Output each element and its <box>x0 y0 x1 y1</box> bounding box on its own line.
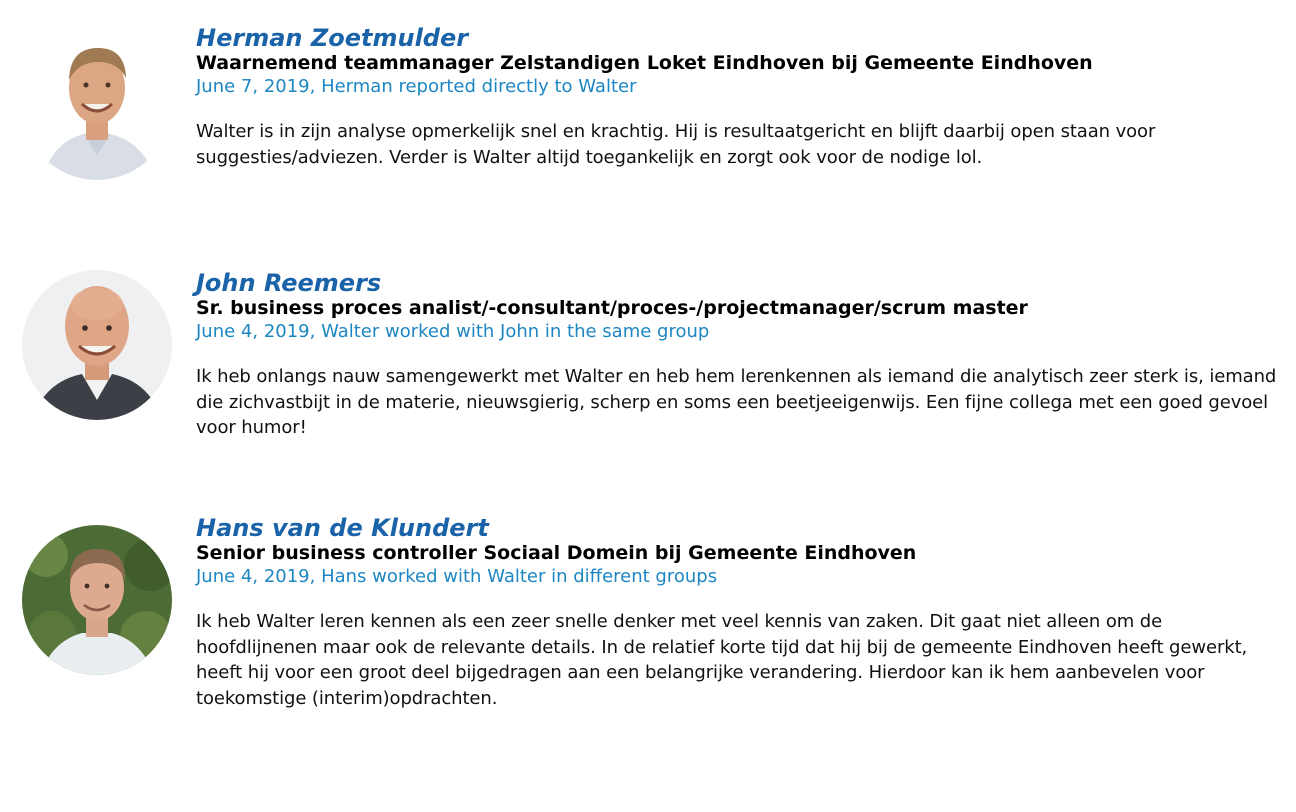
recommender-name[interactable]: John Reemers <box>196 269 382 297</box>
recommendation-date-relation: June 7, 2019, Herman reported directly to Walter <box>196 76 637 97</box>
recommender-title: Sr. business proces analist/-consultant/proces-/projectmanager/scrum master <box>196 297 1028 319</box>
avatar-herman[interactable] <box>22 30 172 180</box>
avatar-hans[interactable] <box>22 525 172 675</box>
recommender-name[interactable]: Hans van de Klundert <box>196 514 489 542</box>
recommender-title: Senior business controller Sociaal Domein bij Gemeente Eindhoven <box>196 542 917 564</box>
recommendation-card <box>0 270 1296 515</box>
recommendation-date-relation: June 4, 2019, Walter worked with John in the same group <box>196 321 710 342</box>
avatar-photo-icon <box>22 270 172 420</box>
recommendation-card <box>0 0 1296 250</box>
avatar-photo-icon <box>22 525 172 675</box>
recommendation-card <box>0 515 1296 812</box>
recommendation-text: Walter is in zijn analyse opmerkelijk snel en krachtig. Hij is resultaatgericht en blijft daarbij open staan voor suggesties/adviezen. Verder is Walter altijd toegankelijk en zorgt ook voor de nodige lol. <box>196 121 1156 168</box>
recommendation-text: Ik heb Walter leren kennen als een zeer snelle denker met veel kennis van zaken. Dit gaat niet alleen om de hoofdlijnenen maar ook de relevante details. In de relatief korte tijd dat hij bij de gemeente Eindhoven heeft gewerkt, heeft hij voor een groot deel bijgedragen aan een belangrijke verandering. Hierdoor kan ik hem aanbevelen voor toekomstige (interim)opdrachten. <box>196 611 1248 709</box>
avatar-photo-icon <box>22 30 172 180</box>
recommendation-date-relation: June 4, 2019, Hans worked with Walter in different groups <box>196 566 718 587</box>
recommender-title: Waarnemend teammanager Zelstandigen Loket Eindhoven bij Gemeente Eindhoven <box>196 52 1093 74</box>
recommendation-text: Ik heb onlangs nauw samengewerkt met Walter en heb hem lerenkennen als iemand die analytisch zeer sterk is, iemand die zichvastbijt in de materie, nieuwsgierig, scherp en soms een beetjeeigenwijs. Een fijne collega met een goed gevoel voor humor! <box>196 366 1277 438</box>
avatar-john[interactable] <box>22 270 172 420</box>
recommender-name[interactable]: Herman Zoetmulder <box>196 24 469 52</box>
